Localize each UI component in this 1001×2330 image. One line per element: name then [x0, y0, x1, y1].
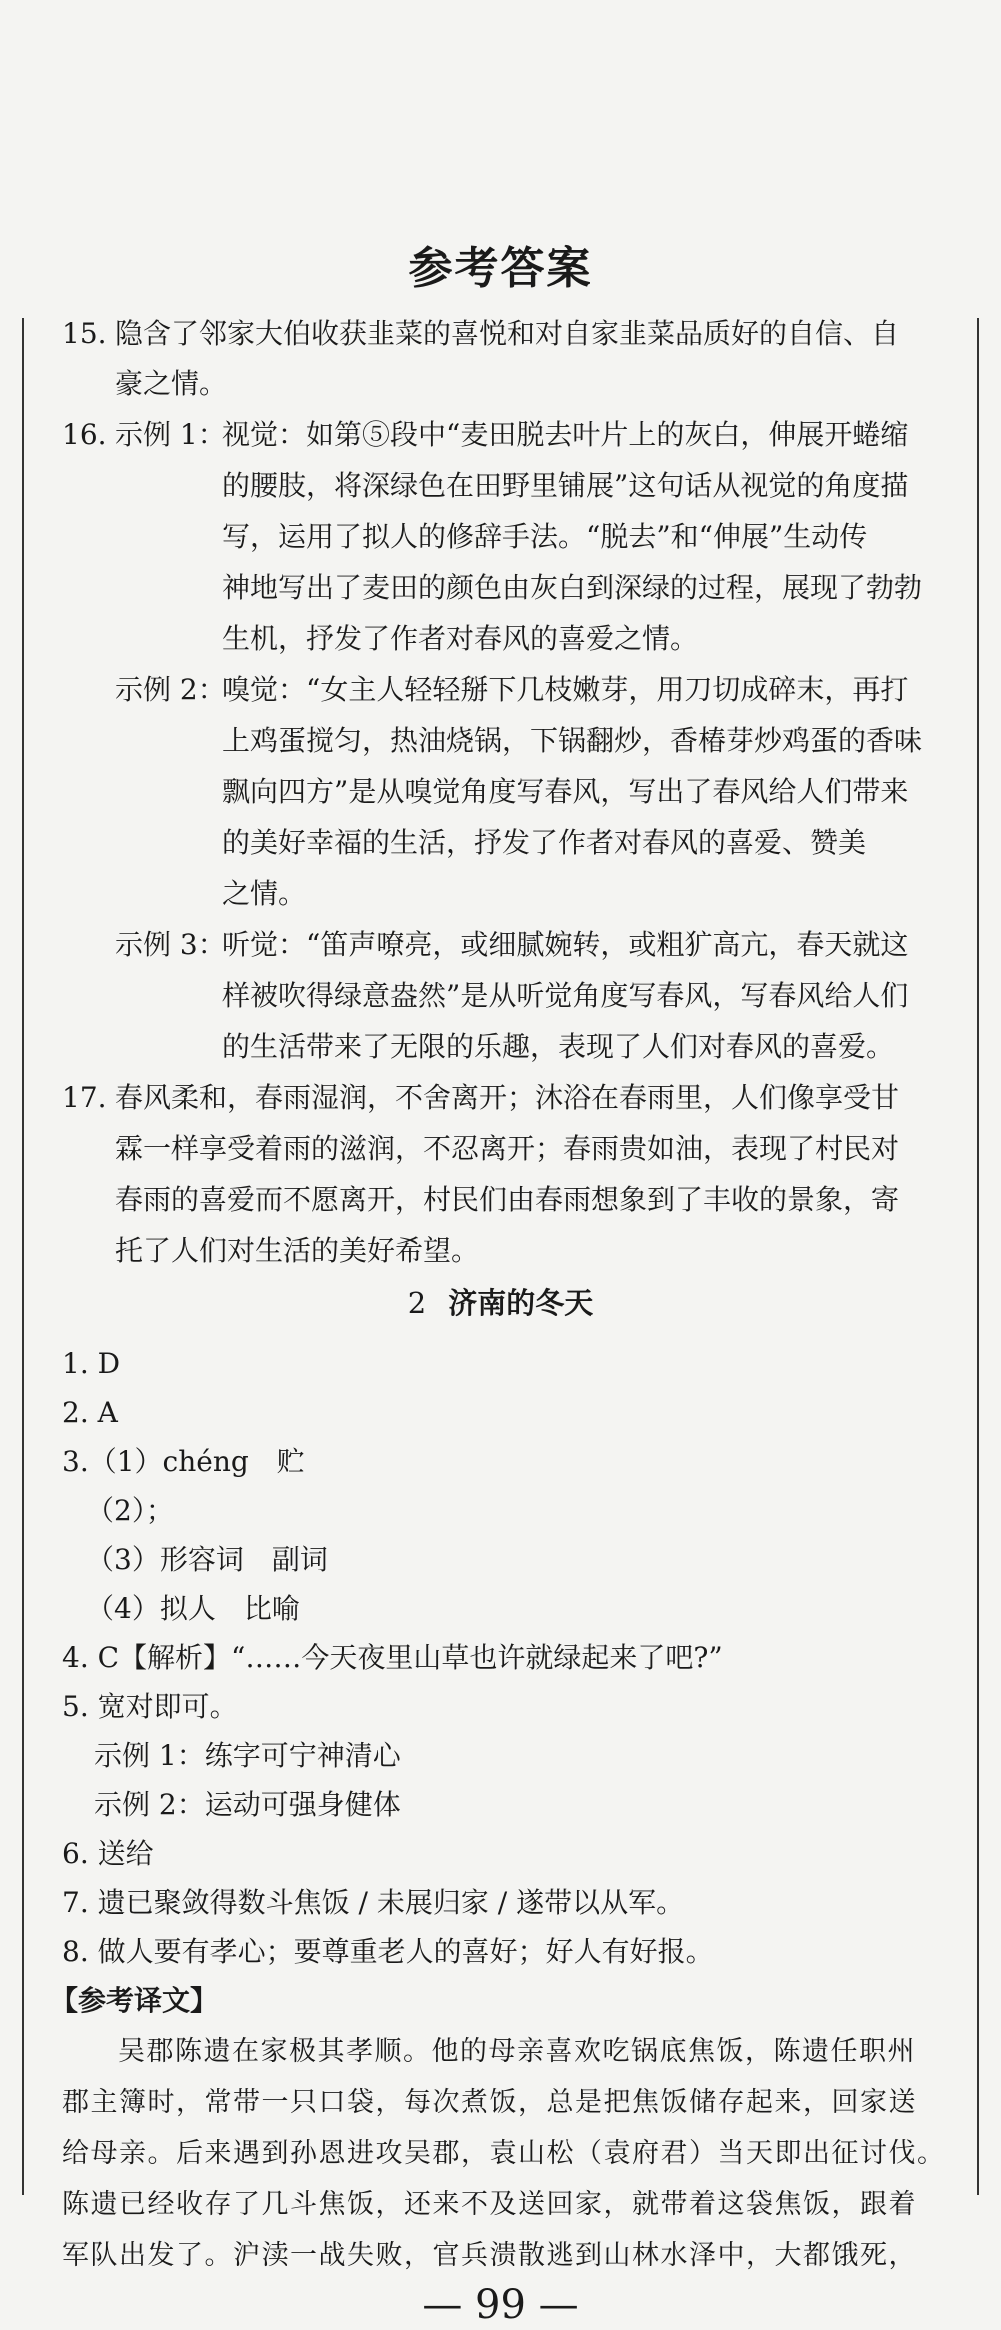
q17-line: 春风柔和，春雨湿润，不舍离开；沐浴在春雨里，人们像享受甘	[115, 1081, 900, 1114]
translation-line: 吴郡陈遗在家极其孝顺。他的母亲喜欢吃锅底焦饭，陈遗任职州	[118, 2036, 916, 2067]
answer-item: 8. 做人要有孝心；要尊重老人的喜好；好人有好报。	[62, 1935, 714, 1968]
q16-example2-line: 嗅觉：“女主人轻轻掰下几枝嫩芽，用刀切成碎末，再打	[222, 673, 909, 706]
q16-example2-line: 飘向四方”是从嗅觉角度写春风，写出了春风给人们带来	[222, 775, 909, 808]
q15-line: 隐含了邻家大伯收获韭菜的喜悦和对自家韭菜品质好的自信、自	[115, 317, 900, 350]
q16-example2-line: 之情。	[222, 877, 307, 910]
answer-item: 6. 送给	[62, 1837, 154, 1870]
q17-line: 托了人们对生活的美好希望。	[115, 1234, 480, 1267]
translation-line: 陈遗已经收存了几斗焦饭，还来不及送回家，就带着这袋焦饭，跟着	[62, 2189, 917, 2220]
answer-item: 7. 遗已聚敛得数斗焦饭 / 未展归家 / 遂带以从军。	[62, 1886, 685, 1919]
q16-number: 16.	[62, 418, 107, 451]
q16-example1-line: 写，运用了拟人的修辞手法。“脱去”和“伸展”生动传	[222, 520, 868, 553]
q15-line: 豪之情。	[115, 367, 228, 400]
q16-example3-line: 的生活带来了无限的乐趣，表现了人们对春风的喜爱。	[222, 1030, 895, 1063]
translation-heading: 【参考译文】	[50, 1984, 219, 2017]
page-title: 参考答案	[408, 243, 593, 294]
answer-item: （2）；	[86, 1494, 174, 1527]
page-number: — 99 —	[422, 2282, 579, 2328]
q16-example1-line: 视觉：如第⑤段中“麦田脱去叶片上的灰白，伸展开蜷缩	[222, 418, 909, 451]
q16-example2-line: 上鸡蛋搅匀，热油烧锅，下锅翻炒，香椿芽炒鸡蛋的香味	[222, 724, 923, 757]
q15-number: 15.	[62, 317, 107, 350]
answer-item: 4. C【解析】“……今天夜里山草也许就绿起来了吧?”	[62, 1641, 723, 1674]
section-name: 济南的冬天	[448, 1286, 594, 1320]
translation-line: 军队出发了。沪渎一战失败，官兵溃散逃到山林水泽中，大都饿死，	[62, 2240, 917, 2271]
section-number: 2	[407, 1286, 427, 1320]
q16-example1-line: 的腰肢，将深绿色在田野里铺展”这句话从视觉的角度描	[222, 469, 909, 502]
translation-line: 给母亲。后来遇到孙恩进攻吴郡，袁山松（袁府君）当天即出征讨伐。	[62, 2138, 946, 2169]
section-heading	[0, 1283, 1001, 1323]
answer-item: 2. A	[62, 1396, 118, 1429]
q16-example2-line: 的美好幸福的生活，抒发了作者对春风的喜爱、赞美	[222, 826, 867, 859]
answer-item: 5. 宽对即可。	[62, 1690, 238, 1723]
answer-item: 示例 2：运动可强身健体	[94, 1788, 401, 1821]
q16-example2-label: 示例 2：	[115, 673, 226, 706]
q16-example3-line: 听觉：“笛声嘹亮，或细腻婉转，或粗犷高亢，春天就这	[222, 928, 909, 961]
q17-line: 春雨的喜爱而不愿离开，村民们由春雨想象到了丰收的景象，寄	[115, 1183, 900, 1216]
q17-line: 霖一样享受着雨的滋润，不忍离开；春雨贵如油，表现了村民对	[115, 1132, 900, 1165]
q17-number: 17.	[62, 1081, 107, 1114]
q16-example1-line: 生机，抒发了作者对春风的喜爱之情。	[222, 622, 699, 655]
q16-example1-line: 神地写出了麦田的颜色由灰白到深绿的过程，展现了勃勃	[222, 571, 923, 604]
answer-item: （4）拟人 比喻	[86, 1592, 300, 1625]
q16-example3-line: 样被吹得绿意盎然”是从听觉角度写春风，写春风给人们	[222, 979, 909, 1012]
answer-item: 3.（1）chéng 贮	[62, 1445, 305, 1478]
answer-item: 示例 1：练字可宁神清心	[94, 1739, 401, 1772]
answer-item: （3）形容词 副词	[86, 1543, 328, 1576]
q16-example3-label: 示例 3：	[115, 928, 226, 961]
translation-line: 郡主簿时，常带一只口袋，每次煮饭，总是把焦饭储存起来，回家送	[62, 2087, 917, 2118]
answer-item: 1. D	[62, 1347, 121, 1380]
q16-example1-label: 示例 1：	[115, 418, 226, 451]
